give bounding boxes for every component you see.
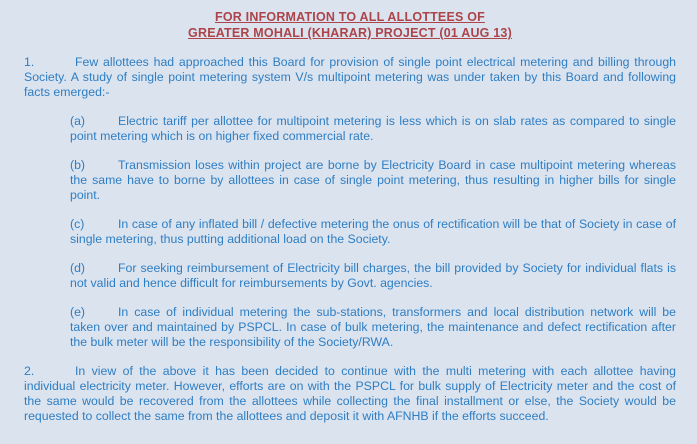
title-line-2: GREATER MOHALI (KHARAR) PROJECT (01 AUG 13) xyxy=(188,26,512,40)
subitem-d-text: For seeking reimbursement of Electricity bill charges, the bill provided by Society for individual flats is not valid and hence difficult for reimbursements by Govt. agencies. xyxy=(70,261,676,290)
subitem-e-label: (e) xyxy=(70,305,86,319)
subitem-b xyxy=(70,158,676,203)
subitem-a-text: Electric tariff per allottee for multipoint metering is less which is on slab rates as compared to single point metering which is on higher fixed commercial rate. xyxy=(70,114,676,143)
subitem-b-label: (b) xyxy=(70,158,86,172)
subitem-a xyxy=(70,114,676,144)
subitem-c-label: (c) xyxy=(70,217,85,231)
subitem-c xyxy=(70,217,676,247)
subitem-b-text: Transmission loses within project are borne by Electricity Board in case multipoint metering whereas the same have to borne by allottees in case of single point metering, thus resulting in higher bills for single point. xyxy=(70,158,676,202)
paragraph-2 xyxy=(24,364,676,424)
title-line-1: FOR INFORMATION TO ALL ALLOTTEES OF xyxy=(215,10,485,24)
subitem-e xyxy=(70,305,676,350)
subitem-d xyxy=(70,261,676,291)
paragraph-2-text: In view of the above it has been decided to continue with the multi metering with each allottee having individual electricity meter. However, efforts are on with the PSPCL for bulk supply of Electricity meter and the cost of the same would be recovered from the allottees while collecting the final installment or else, the Society would be requested to collect the same from the allottees and deposit it with AFNHB if the efforts succeed. xyxy=(24,364,676,423)
paragraph-1-text: Few allottees had approached this Board for provision of single point electrical metering and billing through Society. A study of single point metering system V/s multipoint metering was under taken by this Board and following facts emerged:- xyxy=(24,55,676,99)
subitem-e-text: In case of individual metering the sub-stations, transformers and local distribution network will be taken over and maintained by PSPCL. In case of bulk metering, the maintenance and defect rectification after the bulk meter will be the responsibility of the Society/RWA. xyxy=(70,305,676,349)
subitem-d-label: (d) xyxy=(70,261,86,275)
document-title xyxy=(24,9,676,41)
paragraph-2-number: 2. xyxy=(24,364,35,378)
paragraph-1 xyxy=(24,55,676,100)
subitem-c-text: In case of any inflated bill / defective metering the onus of rectification will be that of Society in case of single metering, thus putting additional load on the Society. xyxy=(70,217,676,246)
paragraph-1-number: 1. xyxy=(24,55,35,69)
subitem-a-label: (a) xyxy=(70,114,86,128)
